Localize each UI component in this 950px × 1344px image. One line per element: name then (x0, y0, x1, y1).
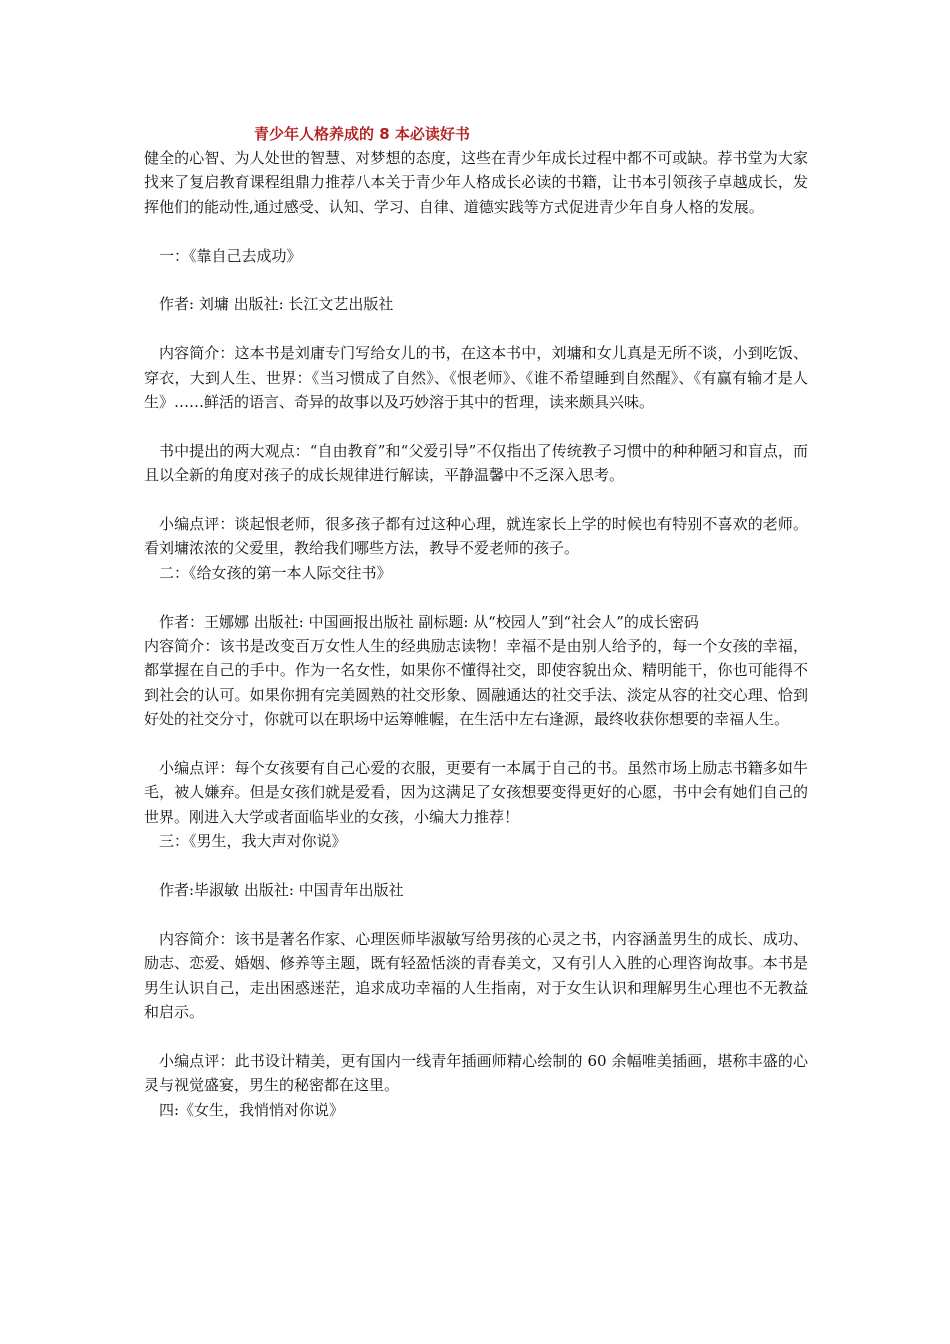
spacer (144, 854, 808, 878)
book-1-comment: 小编点评：谈起恨老师，很多孩子都有过这种心理，就连家长上学的时候也有特别不喜欢的老师。看刘墉浓浓的父爱里，教给我们哪些方法，教导不爱老师的孩子。 (144, 515, 808, 558)
spacer (144, 902, 808, 926)
book-2-author: 作者：王娜娜 出版社: 中国画报出版社 副标题: 从“校园人”到“社会人”的成长密码 (159, 612, 699, 631)
book-3-author: 作者:毕淑敏 出版社: 中国青年出版社 (159, 881, 404, 900)
article-intro: 健全的心智、为人处世的智慧、对梦想的态度，这些在青少年成长过程中都不可或缺。荐书堂为大家找来了复启教育课程组鼎力推荐八本关于青少年人格成长必读的书籍，让书本引领孩子卓越成长，发挥他们的能动性,通过感受、认知、学习、自律、道德实践等方式促进青少年自身人格的发展。 (144, 149, 808, 216)
spacer (144, 414, 808, 438)
spacer (144, 317, 808, 341)
book-2-comment: 小编点评：每个女孩要有自己心爱的衣服，更要有一本属于自己的书。虽然市场上励志书籍多如牛毛，被人嫌弃。但是女孩们就是爱看，因为这满足了女孩想要变得更好的心愿，书中会有她们自己的世界。刚进入大学或者面临毕业的女孩，小编大力推荐！ (144, 759, 808, 826)
book-2-heading: 二：《给女孩的第一本人际交往书》 (159, 563, 392, 582)
book-1-author: 作者: 刘墉 出版社: 长江文艺出版社 (159, 295, 394, 314)
book-4-heading: 四:《女生，我悄悄对你说》 (159, 1100, 345, 1119)
document-page (144, 122, 808, 1122)
spacer (144, 585, 808, 609)
spacer (144, 219, 808, 243)
book-1-heading: 一：《靠自己去成功》 (159, 246, 302, 265)
book-2-summary: 内容简介：该书是改变百万女性人生的经典励志读物！幸福不是由别人给予的，每一个女孩的幸福，都掌握在自己的手中。作为一名女性，如果你不懂得社交，即使容貌出众、精明能干，你也可能得不到社会的认可。如果你拥有完美圆熟的社交形象、圆融通达的社交手法、淡定从容的社交心理、恰到好处的社交分寸，你就可以在职场中运筹帷幄，在生活中左右逢源，最终收获你想要的幸福人生。 (144, 637, 808, 729)
spacer (144, 732, 808, 756)
book-3-comment: 小编点评：此书设计精美，更有国内一线青年插画师精心绘制的 60 余幅唯美插画，堪称丰盛的心灵与视觉盛宴，男生的秘密都在这里。 (144, 1051, 808, 1095)
spacer (144, 268, 808, 292)
book-1-views: 书中提出的两大观点：“自由教育”和“父爱引导”不仅指出了传统教子习惯中的种种陋习和盲点，而且以全新的角度对孩子的成长规律进行解读，平静温馨中不乏深入思考。 (144, 441, 808, 485)
book-1-summary: 内容简介：这本书是刘庸专门写给女儿的书，在这本书中，刘墉和女儿真是无所不谈，小到吃饭、穿衣，大到人生、世界：《当习惯成了自然》、《恨老师》、《谁不希望睡到自然醒》、《有赢有输才是人生》……鲜活的语言、奇异的故事以及巧妙溶于其中的哲理，读来颇具兴味。 (144, 344, 808, 412)
book-3-heading: 三：《男生，我大声对你说》 (159, 832, 347, 851)
spacer (144, 1024, 808, 1048)
spacer (144, 488, 808, 512)
article-title: 青少年人格养成的 8 本必读好书 (254, 125, 470, 143)
book-3-summary: 内容简介：该书是著名作家、心理医师毕淑敏写给男孩的心灵之书，内容涵盖男生的成长、成功、励志、恋爱、婚姻、修养等主题，既有轻盈恬淡的青春美文，又有引人入胜的心理咨询故事。本书是男生认识自己，走出困惑迷茫，追求成功幸福的人生指南，对于女生认识和理解男生心理也不无教益和启示。 (144, 929, 808, 1022)
